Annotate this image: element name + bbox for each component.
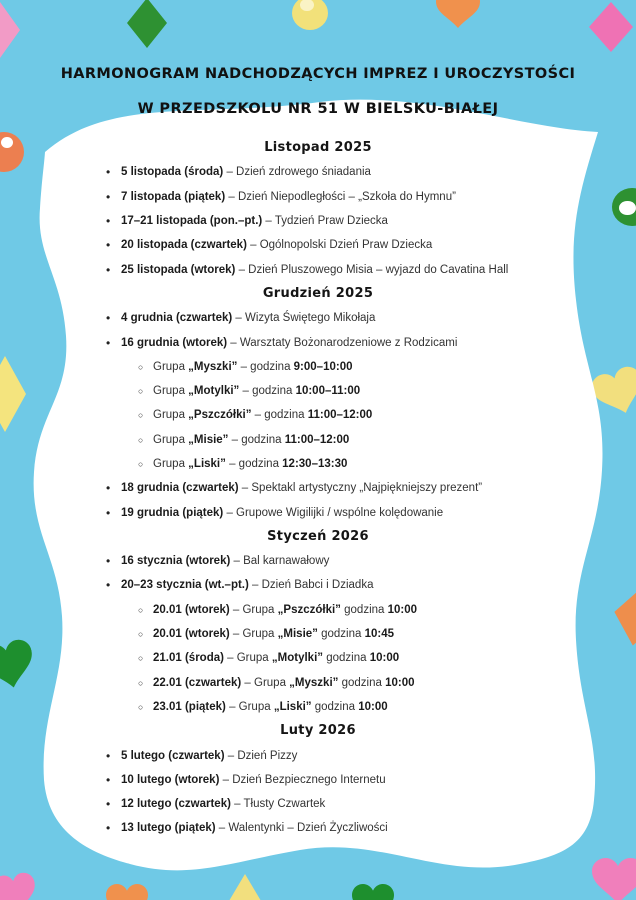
item-text: 20 listopada (czwartek) – Ogólnopolski Dzień Praw Dziecka — [121, 239, 433, 252]
item-text: 10 lutego (wtorek) – Dzień Bezpiecznego Internetu — [121, 773, 386, 786]
item-text: 18 grudnia (czwartek) – Spektakl artystyczny „Najpiękniejszy prezent” — [121, 482, 483, 495]
schedule-item — [0, 671, 636, 695]
schedule-item — [0, 257, 636, 281]
schedule-item — [0, 476, 636, 500]
schedule-item — [0, 233, 636, 257]
bullet-dot-icon: • — [106, 748, 111, 763]
document-title — [0, 57, 636, 127]
item-text: Grupa „Pszczółki” – godzina 11:00–12:00 — [153, 409, 373, 422]
bullet-dot-icon: • — [106, 311, 111, 326]
item-text: 21.01 (środa) – Grupa „Motylki” godzina 10:00 — [153, 652, 400, 665]
item-text: 12 lutego (czwartek) – Tłusty Czwartek — [121, 798, 326, 811]
month-heading: Listopad 2025 — [264, 140, 372, 155]
item-text: 22.01 (czwartek) – Grupa „Myszki” godzina 10:00 — [153, 676, 415, 689]
item-text: 7 listopada (piątek) – Dzień Niepodległości – „Szkoła do Hymnu” — [121, 190, 456, 203]
bullet-circle-icon: ○ — [138, 410, 144, 421]
schedule-item — [0, 549, 636, 573]
item-text: 20–23 stycznia (wt.–pt.) – Dzień Babci i Dziadka — [121, 579, 374, 592]
month-heading: Styczeń 2026 — [267, 528, 369, 544]
item-text: Grupa „Myszki” – godzina 9:00–10:00 — [153, 360, 353, 373]
bullet-dot-icon: • — [106, 238, 111, 253]
schedule-item — [0, 306, 636, 330]
schedule-item — [0, 160, 636, 184]
schedule-item — [0, 573, 636, 597]
item-text: 16 grudnia (wtorek) – Warsztaty Bożonarodzeniowe z Rodzicami — [121, 336, 458, 349]
item-text: 13 lutego (piątek) – Walentynki – Dzień Życzliwości — [121, 822, 388, 835]
bullet-dot-icon: • — [106, 554, 111, 569]
item-text: Grupa „Motylki” – godzina 10:00–11:00 — [153, 385, 361, 398]
title-line-2: W PRZEDSZKOLU NR 51 W BIELSKU-BIAŁEJ — [137, 101, 499, 117]
item-text: 16 stycznia (wtorek) – Bal karnawałowy — [121, 555, 330, 568]
schedule-item — [0, 646, 636, 670]
title-line-1: HARMONOGRAM NADCHODZĄCYCH IMPREZ I UROCZYSTOŚCI — [60, 66, 576, 82]
bullet-circle-icon: ○ — [138, 361, 144, 372]
bullet-circle-icon: ○ — [138, 604, 144, 615]
bullet-dot-icon: • — [106, 189, 111, 204]
bullet-dot-icon: • — [106, 481, 111, 496]
bullet-dot-icon: • — [106, 214, 111, 229]
item-text: Grupa „Liski” – godzina 12:30–13:30 — [153, 458, 348, 470]
bullet-circle-icon: ○ — [138, 677, 144, 688]
schedule-item — [0, 743, 636, 767]
bullet-dot-icon: • — [106, 505, 111, 520]
schedule-item — [0, 695, 636, 719]
schedule-item — [0, 622, 636, 646]
bullet-dot-icon: • — [106, 165, 111, 180]
bullet-dot-icon: • — [106, 772, 111, 787]
bullet-dot-icon: • — [106, 578, 111, 593]
item-text: 4 grudnia (czwartek) – Wizyta Świętego Mikołaja — [121, 312, 376, 325]
item-text: Grupa „Misie” – godzina 11:00–12:00 — [153, 433, 350, 446]
bullet-circle-icon: ○ — [138, 434, 144, 445]
bullet-dot-icon: • — [106, 335, 111, 350]
schedule-item — [0, 185, 636, 209]
bullet-circle-icon: ○ — [138, 386, 144, 397]
bullet-dot-icon: • — [106, 821, 111, 836]
schedule-item — [0, 403, 636, 427]
schedule-item — [0, 500, 636, 524]
bullet-circle-icon: ○ — [138, 629, 144, 640]
schedule-item — [0, 330, 636, 354]
bullet-circle-icon: ○ — [138, 701, 144, 712]
schedule-item — [0, 768, 636, 792]
bullet-circle-icon: ○ — [138, 653, 144, 664]
item-text: 17–21 listopada (pon.–pt.) – Tydzień Praw Dziecka — [121, 215, 388, 228]
item-text: 20.01 (wtorek) – Grupa „Misie” godzina 10:45 — [153, 628, 395, 641]
item-text: 25 listopada (wtorek) – Dzień Pluszowego Misia – wyjazd do Cavatina Hall — [121, 263, 509, 276]
item-text: 5 listopada (środa) – Dzień zdrowego śniadania — [121, 166, 371, 179]
schedule-item — [0, 792, 636, 816]
schedule-item — [0, 598, 636, 622]
schedule-item — [0, 816, 636, 840]
schedule-item — [0, 209, 636, 233]
month-heading: Grudzień 2025 — [262, 285, 374, 301]
schedule-item — [0, 452, 636, 476]
item-text: 19 grudnia (piątek) – Grupowe Wigilijki / wspólne kolędowanie — [121, 506, 444, 519]
item-text: 20.01 (wtorek) – Grupa „Pszczółki” godzina 10:00 — [153, 603, 418, 616]
schedule — [0, 136, 636, 841]
schedule-item — [0, 428, 636, 452]
bullet-circle-icon: ○ — [138, 459, 144, 469]
item-text: 5 lutego (czwartek) – Dzień Pizzy — [121, 749, 298, 762]
bullet-dot-icon: • — [106, 262, 111, 277]
item-text: 23.01 (piątek) – Grupa „Liski” godzina 10:00 — [153, 700, 388, 713]
schedule-item — [0, 379, 636, 403]
month-heading: Luty 2026 — [280, 723, 356, 739]
bullet-dot-icon: • — [106, 797, 111, 812]
schedule-item — [0, 355, 636, 379]
